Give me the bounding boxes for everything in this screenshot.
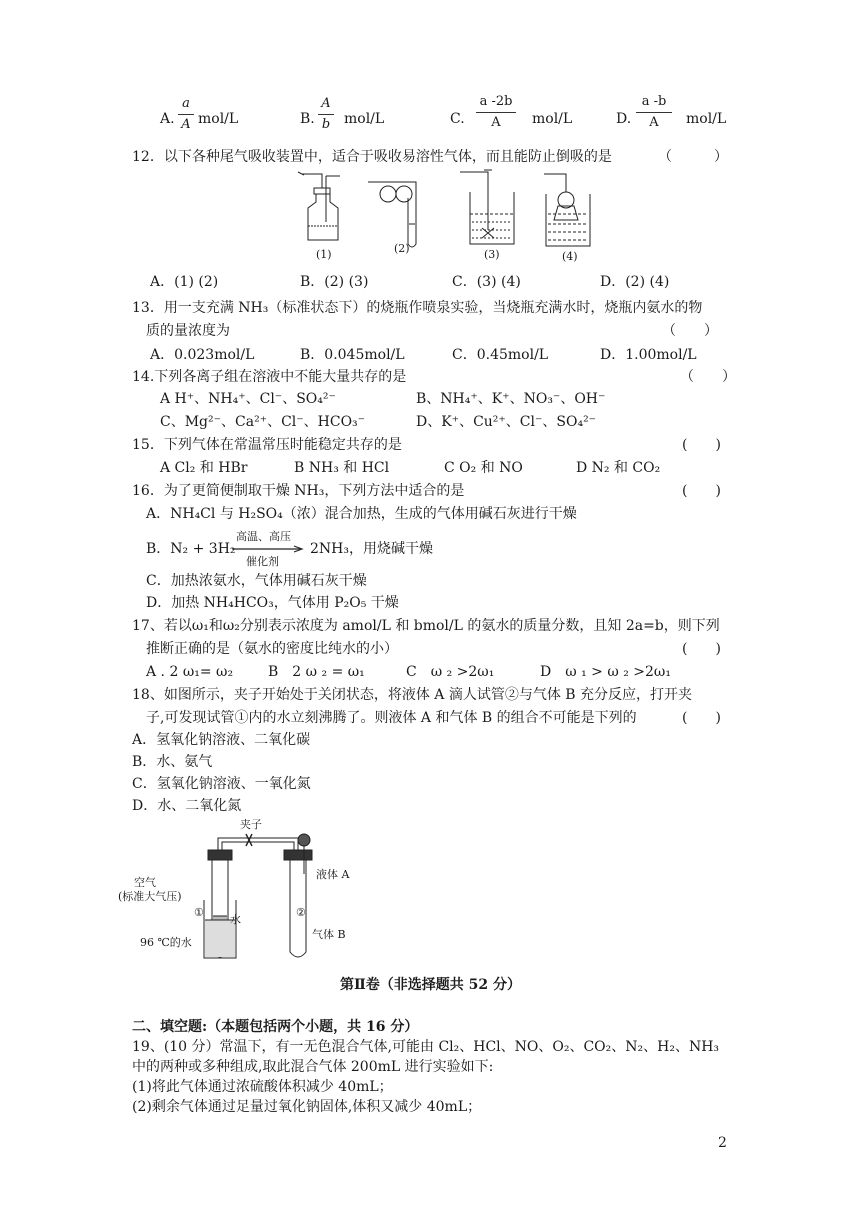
q11-option-b-fraction [318,96,334,133]
q14-stem: 14.下列各离子组在溶液中不能大量共存的是 [132,369,407,385]
q18-fig-tube1-label: ① [194,906,204,919]
q11-c-denominator: A [491,115,501,130]
q16-option-c: C．加热浓氨水，气体用碱石灰干燥 [146,573,367,589]
q19-step1: (1)将此气体通过浓硫酸体积减少 40mL； [132,1079,393,1095]
q12-fig-label-3: (3) [484,248,500,261]
q11-option-c-fraction [476,94,516,131]
q12-fig-label-1: (1) [316,248,332,261]
q16-reaction-arrow-icon [232,545,304,553]
q16-option-b-right: 2NH₃，用烧碱干燥 [310,541,433,557]
q14-option-a: A H⁺、NH₄⁺、Cl⁻、SO₄²⁻ [160,391,336,407]
page-number: 2 [718,1135,727,1151]
q19-line2: 中的两种或多种组成,取此混合气体 200mL 进行实验如下: [132,1059,494,1075]
q15-option-b: B NH₃ 和 HCl [294,460,390,476]
q11-option-d-unit: mol/L [686,111,727,127]
q17-answer-paren: ( ) [682,641,721,657]
q12-option-c: C．(3) (4) [452,274,521,290]
q12-answer-paren: （ ） [658,149,728,165]
q18-option-d: D．水、二氧化氮 [132,798,242,814]
q17-option-c: C ω ₂ >2ω₁ [406,664,495,680]
q14-option-c: C、Mg²⁻、Ca²⁺、Cl⁻、HCO₃⁻ [160,414,366,430]
q11-option-c-unit: mol/L [532,111,573,127]
q16-option-b-left: B．N₂ + 3H₂ [146,541,236,557]
q11-d-denominator: A [649,115,659,130]
q19-step2: (2)剩余气体通过足量过氧化钠固体,体积又减少 40mL； [132,1099,482,1115]
q13-option-b: B．0.045mol/L [300,347,405,363]
q13-option-c: C．0.45mol/L [452,347,549,363]
q16-option-b-condition-bottom: 催化剂 [246,555,279,568]
q15-option-d: D N₂ 和 CO₂ [576,460,661,476]
q18-fig-tube2-label: ② [296,906,306,919]
q18-option-c: C．氢氧化钠溶液、一氧化氮 [132,776,311,792]
q17-option-b: B 2 ω ₂ = ω₁ [268,664,365,680]
q15-option-c: C O₂ 和 NO [444,460,523,476]
q13-answer-paren: （ ） [662,323,718,339]
q18-fig-air-pressure-label: (标准大气压) [118,890,182,903]
q13-stem-line1: 13．用一支充满 NH₃（标准状态下）的烧瓶作喷泉实验，当烧瓶充满水时，烧瓶内氨水的物 [132,300,703,316]
q16-option-d: D．加热 NH₄HCO₃，气体用 P₂O₅ 干燥 [146,595,399,611]
q16-option-a: A．NH₄Cl 与 H₂SO₄（浓）混合加热，生成的气体用碱石灰进行干燥 [146,506,577,522]
q12-fig-label-2: (2) [394,242,410,255]
q13-option-a: A．0.023mol/L [150,347,255,363]
q11-option-a-label: A. [160,111,175,127]
q16-answer-paren: ( ) [682,483,721,499]
q11-option-b-unit: mol/L [344,111,385,127]
q12-stem: 12．以下各种尾气吸收装置中，适合于吸收易溶性气体，而且能防止倒吸的是 [132,149,612,165]
q11-c-numerator: a -2b [479,94,513,109]
q17-stem-line2: 推断正确的是（氨水的密度比纯水的小） [146,641,398,657]
q15-option-a: A Cl₂ 和 HBr [160,460,248,476]
q18-option-a: A．氢氧化钠溶液、二氧化碳 [132,732,311,748]
q11-a-numerator: a [182,96,190,111]
section-2-title: 第Ⅱ卷（非选择题共 52 分） [340,977,522,993]
q18-fig-air-label: 空气 [134,876,156,889]
q15-answer-paren: ( ) [682,437,721,453]
q11-b-denominator: b [321,117,331,132]
q18-fig-clip-label: 夹子 [240,818,262,831]
q16-option-b-condition-top: 高温、高压 [236,530,291,543]
q18-stem-line2: 子,可发现试管①内的水立刻沸腾了。则液体 A 和气体 B 的组合不可能是下列的 [146,710,637,726]
q12-option-d: D．(2) (4) [600,274,670,290]
q17-stem-line1: 17、若以ω₁和ω₂分别表示浓度为 amol/L 和 bmol/L 的氨水的质量分数，且知 2a=b，则下列 [132,618,720,634]
q11-d-numerator: a -b [641,94,667,109]
q18-fig-gas-b-label: 气体 B [312,928,346,941]
q12-apparatus-figure [296,168,606,264]
q18-fig-hot-water-label: 96 ℃的水 [140,936,192,949]
q12-option-b: B．(2) (3) [300,274,369,290]
q12-fig-label-4: (4) [562,250,578,263]
q14-option-d: D、K⁺、Cu²⁺、Cl⁻、SO₄²⁻ [416,414,597,430]
q18-fig-water-label: 水 [230,913,241,926]
q18-answer-paren: ( ) [682,710,721,726]
q11-option-d-fraction [636,94,672,131]
q11-option-d-label: D. [616,111,632,127]
q15-stem: 15．下列气体在常温常压时能稳定共存的是 [132,437,402,453]
q16-stem: 16．为了更简便制取干燥 NH₃，下列方法中适合的是 [132,483,465,499]
q12-option-a: A．(1) (2) [150,274,219,290]
q11-option-a-unit: mol/L [198,111,239,127]
q11-option-c-label: C. [450,111,465,127]
q18-option-b: B．水、氨气 [132,754,213,770]
q14-answer-paren: （ ） [680,369,736,385]
q18-stem-line1: 18、如图所示，夹子开始处于关闭状态，将液体 A 滴人试管②与气体 B 充分反应，打开夹 [132,687,693,703]
q17-option-a: A . 2 ω₁= ω₂ [146,664,234,680]
part2-heading: 二、填空题:（本题包括两个小题，共 16 分） [132,1019,419,1035]
q14-option-b: B、NH₄⁺、K⁺、NO₃⁻、OH⁻ [416,391,606,407]
q17-option-d: D ω ₁ > ω ₂ >2ω₁ [540,664,671,680]
q18-fig-liquid-a-label: 液体 A [316,868,350,881]
q11-b-numerator: A [321,96,331,111]
q13-stem-line2: 质的量浓度为 [146,323,230,339]
q19-line1: 19、(10 分）常温下，有一无色混合气体,可能由 Cl₂、HCl、NO、O₂、CO₂、N₂、H₂、NH₃ [132,1039,720,1055]
q11-option-b-label: B. [300,111,315,127]
q11-a-denominator: A [181,117,191,132]
q13-option-d: D．1.00mol/L [600,347,697,363]
q11-option-a-fraction [178,96,194,133]
